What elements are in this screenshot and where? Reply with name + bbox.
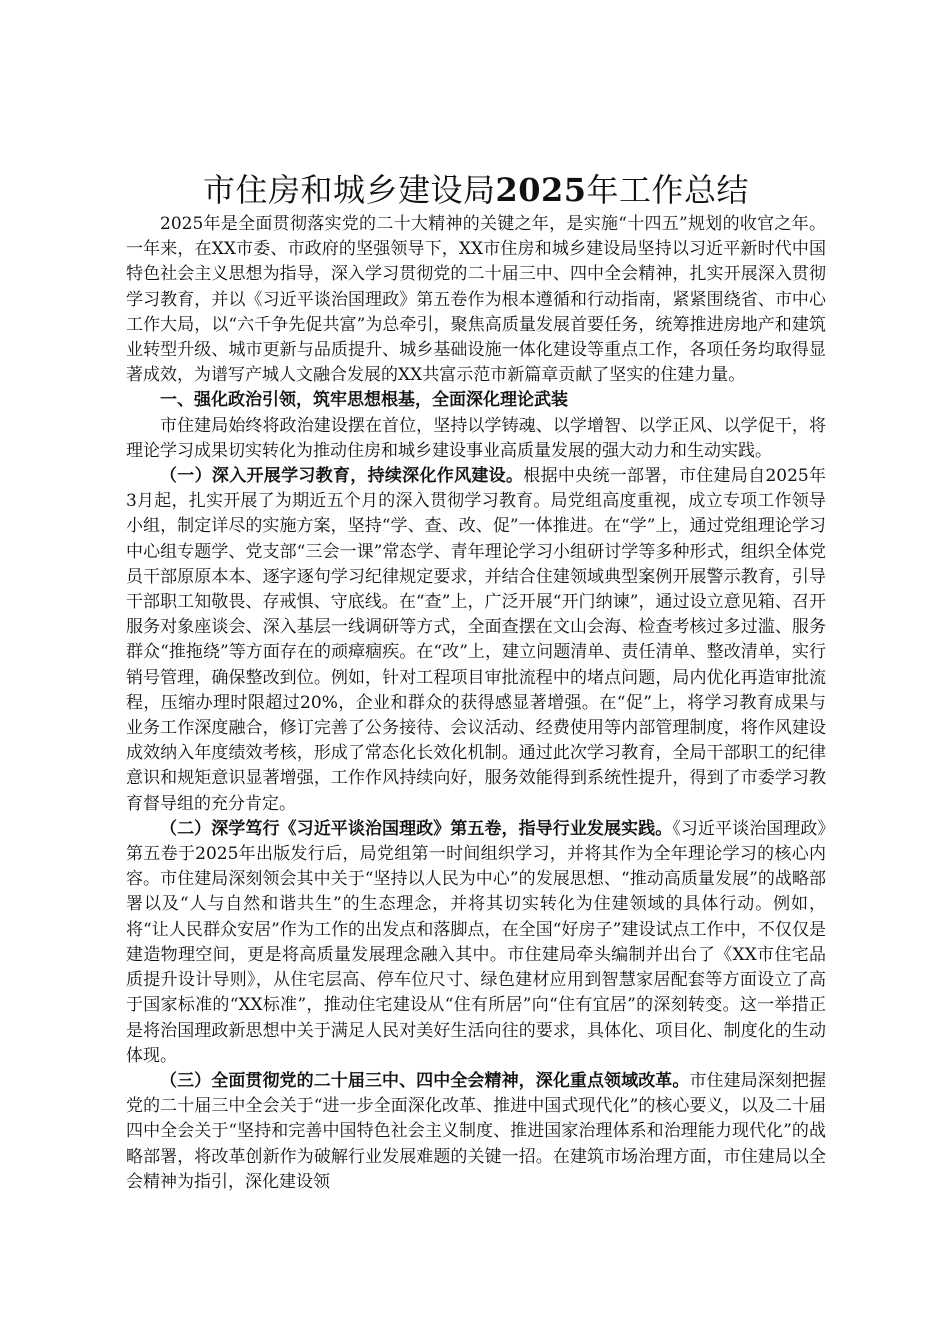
subsection-1-lead: （一）深入开展学习教育，持续深化作风建设。 <box>160 466 524 487</box>
document-page <box>126 170 826 1195</box>
subsection-2-lead: （二）深学笃行《习近平谈治国理政》第五卷，指导行业发展实践。 <box>160 818 673 839</box>
section-heading-1: 一、强化政治引领，筑牢思想根基，全面深化理论武装 <box>160 390 568 411</box>
title-year: 2025 <box>495 171 587 209</box>
subsection-1-paragraph <box>126 464 826 817</box>
subsection-3-body: 市住建局深刻把握党的二十届三中全会关于“进一步全面深化改革、推进中国式现代化”的核心要义，以及二十届四中全会关于“坚持和完善中国特色社会主义制度、推进国家治理体系和治理能力现代化”的战略部署，将改革创新作为破解行业发展难题的关键一招。在建筑市场治理方面，市住建局以全会精神为指引，深化建设领 <box>126 1070 827 1192</box>
subsection-3-lead: （三）全面贯彻党的二十届三中、四中全会精神，深化重点领域改革。 <box>160 1070 690 1091</box>
intro-paragraph: 2025年是全面贯彻落实党的二十大精神的关键之年，是实施“十四五”规划的收官之年。一年来，在XX市委、市政府的坚强领导下，XX市住房和城乡建设局坚持以习近平新时代中国特色社会主义思想为指导，深入学习贯彻党的二十届三中、四中全会精神，扎实开展深入贯彻学习教育，并以《习近平谈治国理政》第五卷作为根本遵循和行动指南，紧紧围绕省、市中心工作大局，以“六千争先促共富”为总牵引，聚焦高质量发展首要任务，统筹推进房地产和建筑业转型升级、城市更新与品质提升、城乡基础设施一体化建设等重点工作，各项任务均取得显著成效，为谱写产城人文融合发展的XX共富示范市新篇章贡献了坚实的住建力量。 <box>126 214 826 386</box>
subsection-2-body: 《习近平谈治国理政》第五卷于2025年出版发行后，局党组第一时间组织学习，并将其作为全年理论学习的核心内容。市住建局深刻领会其中关于“坚持以人民为中心”的发展思想、“推动高质量发展”的战略部署以及“人与自然和谐共生”的生态理念，并将其切实转化为住建领域的具体行动。例如，将“让人民群众安居”作为工作的出发点和落脚点，在全国“好房子”建设试点工作中，不仅仅是建造物理空间，更是将高质量发展理念融入其中。市住建局牵头编制并出台了《XX市住宅品质提升设计导则》，从住宅层高、停车位尺寸、绿色建材应用到智慧家居配套等方面设立了高于国家标准的“XX标准”，推动住宅建设从“住有所居”向“住有宜居”的深刻转变。这一举措正是将治国理政新思想中关于满足人民对美好生活向往的要求，具体化、项目化、制度化的生动体现。 <box>126 818 827 1066</box>
title-text-post: 年工作总结 <box>586 171 750 209</box>
subsection-2-paragraph <box>126 817 826 1069</box>
subsection-3-paragraph <box>126 1069 826 1195</box>
section-1-paragraph: 市住建局始终将政治建设摆在首位，坚持以学铸魂、以学增智、以学正风、以学促干，将理论学习成果切实转化为推动住房和城乡建设事业高质量发展的强大动力和生动实践。 <box>126 415 826 461</box>
title-text-pre: 市住房和城乡建设局 <box>202 171 496 209</box>
document-title <box>126 170 826 210</box>
subsection-1-body: 根据中央统一部署，市住建局自2025年3月起，扎实开展了为期近五个月的深入贯彻学习教育。局党组高度重视，成立专项工作领导小组，制定详尽的实施方案，坚持“学、查、改、促”一体推进。在“学”上，通过党组理论学习中心组专题学、党支部“三会一课”常态学、青年理论学习小组研讨学等多种形式，组织全体党员干部原原本本、逐字逐句学习纪律规定要求，并结合住建领域典型案例开展警示教育，引导干部职工知敬畏、存戒惧、守底线。在“查”上，广泛开展“开门纳谏”，通过设立意见箱、召开服务对象座谈会、深入基层一线调研等方式，全面查摆在文山会海、检查考核过多过滥、服务群众“推拖绕”等方面存在的顽瘴痼疾。在“改”上，建立问题清单、责任清单、整改清单，实行销号管理，确保整改到位。例如，针对工程项目审批流程中的堵点问题，局内优化再造审批流程，压缩办理时限超过20%，企业和群众的获得感显著增强。在“促”上，将学习教育成果与业务工作深度融合，修订完善了公务接待、会议活动、经费使用等内部管理制度，将作风建设成效纳入年度绩效考核，形成了常态化长效化机制。通过此次学习教育，全局干部职工的纪律意识和规矩意识显著增强，工作作风持续向好，服务效能得到系统性提升，得到了市委学习教育督导组的充分肯定。 <box>126 466 827 814</box>
